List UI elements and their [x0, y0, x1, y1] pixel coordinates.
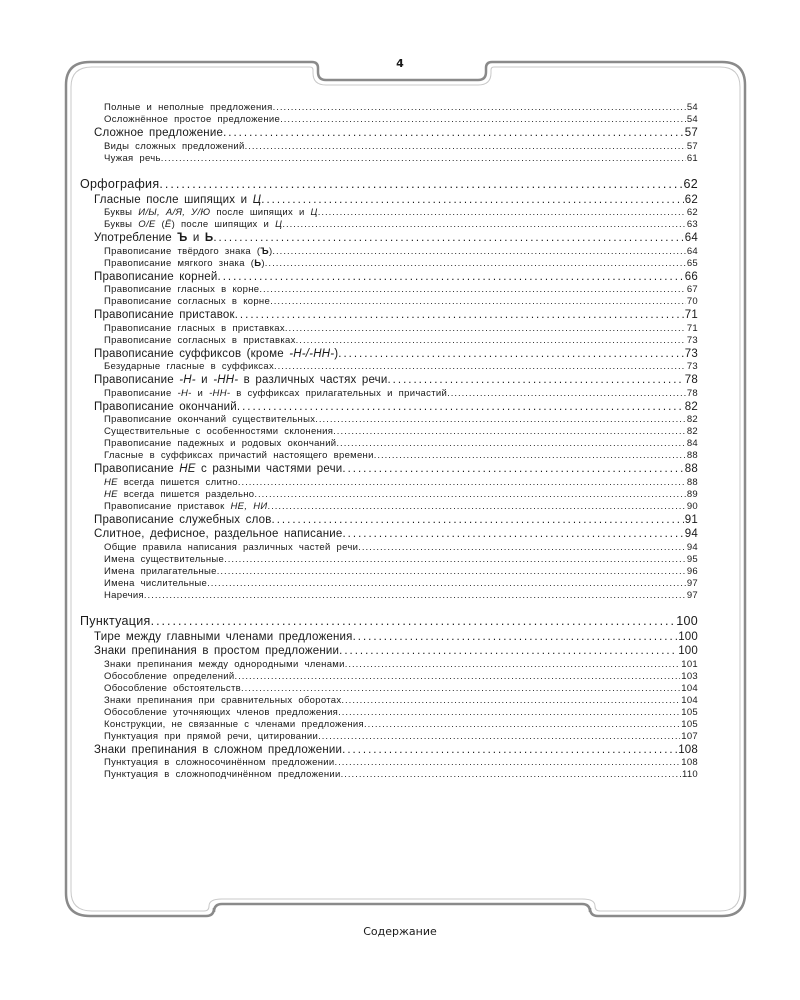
toc-page-number: 82 — [686, 414, 698, 425]
toc-entry[interactable] — [80, 361, 698, 373]
dot-leader — [342, 462, 683, 477]
toc-entry-title: Пунктуация при прямой речи, цитировании — [104, 730, 319, 742]
toc-page-number: 88 — [684, 463, 698, 475]
toc-chapter[interactable] — [80, 126, 698, 141]
toc-page-number: 108 — [678, 743, 698, 756]
toc-entry-title: Орфография — [80, 176, 160, 191]
dot-leader — [159, 176, 682, 193]
toc-entry[interactable] — [80, 719, 698, 731]
toc-page-number: 82 — [686, 426, 698, 437]
toc-page-number: 107 — [681, 730, 698, 742]
toc-entry-title: Тире между главными членами предложения — [94, 630, 353, 643]
toc-page-number: 65 — [686, 257, 698, 269]
toc-entry-title: Правописание приставок НЕ, НИ — [104, 500, 268, 512]
toc-page-number: 94 — [686, 541, 698, 553]
dot-leader — [241, 683, 680, 695]
toc-entry-title: Имена числительные — [104, 577, 208, 589]
toc-entry-title: Правописание согласных в приставках — [104, 334, 296, 346]
toc-entry-title: Правописание окончаний существительных — [104, 414, 316, 425]
toc-entry-title: Правописание НЕ с разными частями речи — [94, 463, 343, 475]
toc-page-number: 63 — [686, 219, 698, 230]
dot-leader — [333, 426, 686, 438]
toc-entry[interactable] — [80, 683, 698, 695]
toc-entry[interactable] — [80, 153, 698, 165]
toc-entry[interactable] — [80, 450, 698, 462]
toc-entry-title: Виды сложных предложений — [104, 140, 245, 152]
toc-page-number: 62 — [683, 176, 698, 191]
dot-leader — [358, 542, 686, 554]
toc-page-number: 57 — [686, 140, 698, 152]
toc-entry-title: Знаки препинания в сложном предложении — [94, 743, 343, 756]
toc-entry-title: Сложное предложение — [94, 127, 224, 139]
dot-leader — [151, 613, 676, 630]
toc-entry-title: Обособление уточняющих членов предложения — [104, 706, 339, 718]
toc-page-number: 73 — [686, 334, 698, 346]
toc-entry-title: Правописание падежных и родовых окончаний — [104, 438, 337, 449]
toc-entry-title: Осложнённое простое предложение — [104, 114, 281, 125]
toc-chapter[interactable] — [80, 270, 698, 285]
dot-leader — [273, 102, 686, 114]
toc-entry-title: Буквы И/Ы, А/Я, У/Ю после шипящих и Ц — [104, 207, 318, 218]
dot-leader — [265, 258, 686, 270]
toc-entry-title: Знаки препинания между однородными членами — [104, 658, 345, 670]
toc-chapter[interactable] — [80, 308, 698, 323]
toc-entry-title: Правописание твёрдого знака (Ъ) — [104, 245, 273, 257]
toc-page-number: 88 — [686, 476, 698, 488]
toc-page-number: 103 — [681, 670, 698, 682]
toc-entry-title: Полные и неполные предложения — [104, 102, 273, 113]
dot-leader — [207, 578, 686, 590]
toc-page-number: 62 — [686, 207, 698, 218]
dot-leader — [336, 438, 685, 450]
toc-page-number: 64 — [686, 245, 698, 257]
toc-page-number: 64 — [684, 232, 698, 244]
toc-entry[interactable] — [80, 414, 698, 426]
toc-entry-title: Безударные гласные в суффиксах — [104, 361, 274, 372]
toc-entry[interactable] — [80, 426, 698, 438]
toc-entry[interactable] — [80, 695, 698, 707]
toc-entry[interactable] — [80, 554, 698, 566]
dot-leader — [238, 477, 686, 489]
toc-page-number: 110 — [681, 769, 698, 780]
toc-entry-title: Существительные с особенностями склонения — [104, 426, 334, 437]
dot-leader — [353, 630, 678, 645]
toc-entry-title: Гласные в суффиксах причастий настоящего времени — [104, 450, 374, 461]
toc-entry[interactable] — [80, 731, 698, 743]
toc-page-number: 108 — [681, 757, 698, 768]
dot-leader — [274, 361, 686, 373]
toc-entry-title: Правописание окончаний — [94, 400, 237, 413]
toc-page-number: 91 — [684, 513, 698, 526]
toc-entry[interactable] — [80, 246, 698, 258]
toc-entry-title: Пунктуация в сложноподчинённом предложении — [104, 769, 341, 780]
toc-entry[interactable] — [80, 590, 698, 602]
dot-leader — [217, 566, 686, 578]
toc-page-number: 84 — [686, 438, 698, 449]
toc-entry[interactable] — [80, 258, 698, 270]
dot-leader — [272, 246, 685, 258]
toc-entry[interactable] — [80, 438, 698, 450]
dot-leader — [254, 489, 685, 501]
toc-page-number: 97 — [686, 589, 698, 601]
toc-entry-title: Слитное, дефисное, раздельное написание — [94, 528, 343, 540]
toc-entry-title: Имена прилагательные — [104, 565, 217, 577]
dot-leader — [374, 450, 686, 462]
toc-page-number: 104 — [681, 694, 698, 706]
dot-leader — [161, 153, 686, 165]
toc-page-number: 73 — [686, 361, 698, 372]
toc-entry[interactable] — [80, 323, 698, 335]
toc-page-number: 95 — [686, 553, 698, 565]
section-gap — [80, 602, 698, 613]
toc-entry-title: Правописание согласных в корне — [104, 296, 271, 307]
toc-entry-title: НЕ всегда пишется слитно — [104, 476, 238, 488]
toc-section[interactable] — [80, 613, 698, 630]
dot-leader — [342, 527, 683, 542]
toc-chapter[interactable] — [80, 527, 698, 542]
toc-entry[interactable] — [80, 141, 698, 153]
table-of-contents — [80, 102, 698, 781]
toc-entry[interactable] — [80, 207, 698, 219]
toc-page-number: 96 — [686, 565, 698, 577]
toc-page-number: 71 — [684, 309, 698, 321]
toc-section[interactable] — [80, 176, 698, 193]
toc-entry[interactable] — [80, 335, 698, 347]
toc-entry-title: Наречия — [104, 589, 144, 601]
toc-entry-title: Правописание суффиксов (кроме -Н-/-НН-) — [94, 347, 339, 360]
toc-entry-title: Буквы О/Е (Ё) после шипящих и Ц — [104, 219, 283, 230]
toc-page-number: 100 — [676, 613, 698, 628]
toc-entry[interactable] — [80, 102, 698, 114]
toc-page-number: 71 — [686, 322, 698, 334]
toc-entry[interactable] — [80, 707, 698, 719]
toc-page-number: 70 — [686, 296, 698, 307]
toc-entry[interactable] — [80, 219, 698, 231]
dot-leader — [270, 296, 686, 308]
dot-leader — [223, 126, 684, 141]
dot-leader — [335, 757, 681, 769]
dot-leader — [338, 707, 680, 719]
dot-leader — [213, 231, 683, 246]
toc-chapter[interactable] — [80, 347, 698, 362]
toc-chapter[interactable] — [80, 231, 698, 246]
toc-page-number: 100 — [678, 645, 698, 657]
dot-leader — [341, 769, 681, 781]
dot-leader — [267, 501, 685, 513]
dot-leader — [318, 731, 680, 743]
toc-page-number: 61 — [686, 152, 698, 164]
page-number: 4 — [396, 57, 404, 70]
dot-leader — [259, 284, 686, 296]
toc-entry-title: Общие правила написания различных частей речи — [104, 541, 359, 553]
toc-chapter[interactable] — [80, 644, 698, 659]
toc-page-number: 97 — [686, 577, 698, 589]
dot-leader — [245, 141, 686, 153]
toc-entry[interactable] — [80, 489, 698, 501]
toc-page-number: 101 — [681, 658, 698, 670]
toc-chapter[interactable] — [80, 630, 698, 645]
toc-entry-title: Чужая речь — [104, 152, 161, 164]
toc-entry[interactable] — [80, 769, 698, 781]
dot-leader — [338, 347, 684, 362]
dot-leader — [341, 695, 680, 707]
toc-page-number: 54 — [686, 102, 698, 113]
toc-chapter[interactable] — [80, 193, 698, 208]
toc-entry-title: Пунктуация в сложносочинённом предложении — [104, 757, 335, 768]
dot-leader — [315, 414, 686, 426]
toc-entry[interactable] — [80, 542, 698, 554]
toc-entry[interactable] — [80, 284, 698, 296]
toc-entry[interactable] — [80, 659, 698, 671]
toc-page-number: 94 — [684, 528, 698, 540]
toc-entry-title: Конструкции, не связанные с членами предложения — [104, 718, 364, 730]
dot-leader — [296, 335, 686, 347]
toc-entry-title: Пунктуация — [80, 613, 151, 628]
toc-page-number: 104 — [681, 682, 698, 694]
toc-page-number: 105 — [681, 718, 698, 730]
toc-entry-title: Правописание служебных слов — [94, 513, 272, 526]
dot-leader — [144, 590, 686, 602]
dot-leader — [261, 193, 684, 208]
toc-entry-title: Правописание корней — [94, 270, 218, 283]
toc-entry-title: Правописание мягкого знака (Ь) — [104, 257, 265, 269]
toc-chapter[interactable] — [80, 462, 698, 477]
dot-leader — [234, 671, 680, 683]
section-gap — [80, 165, 698, 176]
toc-entry-title: Правописание приставок — [94, 309, 235, 321]
toc-chapter[interactable] — [80, 373, 698, 388]
dot-leader — [280, 114, 686, 126]
toc-entry[interactable] — [80, 296, 698, 308]
toc-entry-title: Правописание -Н- и -НН- в суффиксах прилагательных и причастий — [104, 387, 448, 399]
dot-leader — [342, 743, 677, 758]
toc-page-number: 100 — [678, 630, 698, 643]
toc-page-number: 78 — [684, 374, 698, 386]
dot-leader — [218, 270, 684, 285]
toc-page-number: 67 — [686, 284, 698, 295]
toc-entry-title: Правописание -Н- и -НН- в различных частях речи — [94, 374, 388, 386]
toc-chapter[interactable] — [80, 743, 698, 758]
toc-entry[interactable] — [80, 114, 698, 126]
toc-page-number: 78 — [686, 387, 698, 399]
toc-entry-title: Употребление Ъ и Ь — [94, 232, 214, 244]
toc-page-number: 88 — [686, 450, 698, 461]
toc-entry-title: Правописание гласных в приставках — [104, 322, 285, 334]
toc-page-number: 90 — [686, 500, 698, 512]
dot-leader — [447, 388, 686, 400]
toc-entry-title: НЕ всегда пишется раздельно — [104, 488, 255, 500]
toc-entry[interactable] — [80, 388, 698, 400]
toc-entry-title: Обособление определений — [104, 670, 235, 682]
dot-leader — [387, 373, 683, 388]
toc-entry-title: Гласные после шипящих и Ц — [94, 193, 262, 206]
dot-leader — [282, 219, 686, 231]
toc-page-number: 57 — [684, 127, 698, 139]
dot-leader — [345, 659, 680, 671]
toc-entry-title: Знаки препинания при сравнительных оборотах — [104, 694, 342, 706]
toc-entry[interactable] — [80, 757, 698, 769]
toc-entry[interactable] — [80, 671, 698, 683]
toc-entry-title: Правописание гласных в корне — [104, 284, 260, 295]
footer-section-title: Содержание — [363, 925, 437, 938]
dot-leader — [339, 644, 677, 659]
toc-chapter[interactable] — [80, 400, 698, 415]
toc-page-number: 105 — [681, 706, 698, 718]
toc-page-number: 54 — [686, 114, 698, 125]
toc-entry[interactable] — [80, 566, 698, 578]
toc-page-number: 89 — [686, 488, 698, 500]
toc-page-number: 62 — [684, 193, 698, 206]
dot-leader — [318, 207, 686, 219]
toc-page-number: 73 — [684, 347, 698, 360]
dot-leader — [272, 513, 684, 528]
toc-page-number: 82 — [684, 400, 698, 413]
toc-entry[interactable] — [80, 501, 698, 513]
toc-chapter[interactable] — [80, 513, 698, 528]
dot-leader — [285, 323, 686, 335]
toc-entry-title: Знаки препинания в простом предложении — [94, 645, 340, 657]
toc-entry[interactable] — [80, 578, 698, 590]
dot-leader — [235, 308, 684, 323]
dot-leader — [224, 554, 686, 566]
toc-entry-title: Имена существительные — [104, 553, 225, 565]
toc-entry-title: Обособление обстоятельств — [104, 682, 241, 694]
toc-page-number: 66 — [684, 270, 698, 283]
dot-leader — [237, 400, 684, 415]
toc-entry[interactable] — [80, 477, 698, 489]
dot-leader — [364, 719, 680, 731]
